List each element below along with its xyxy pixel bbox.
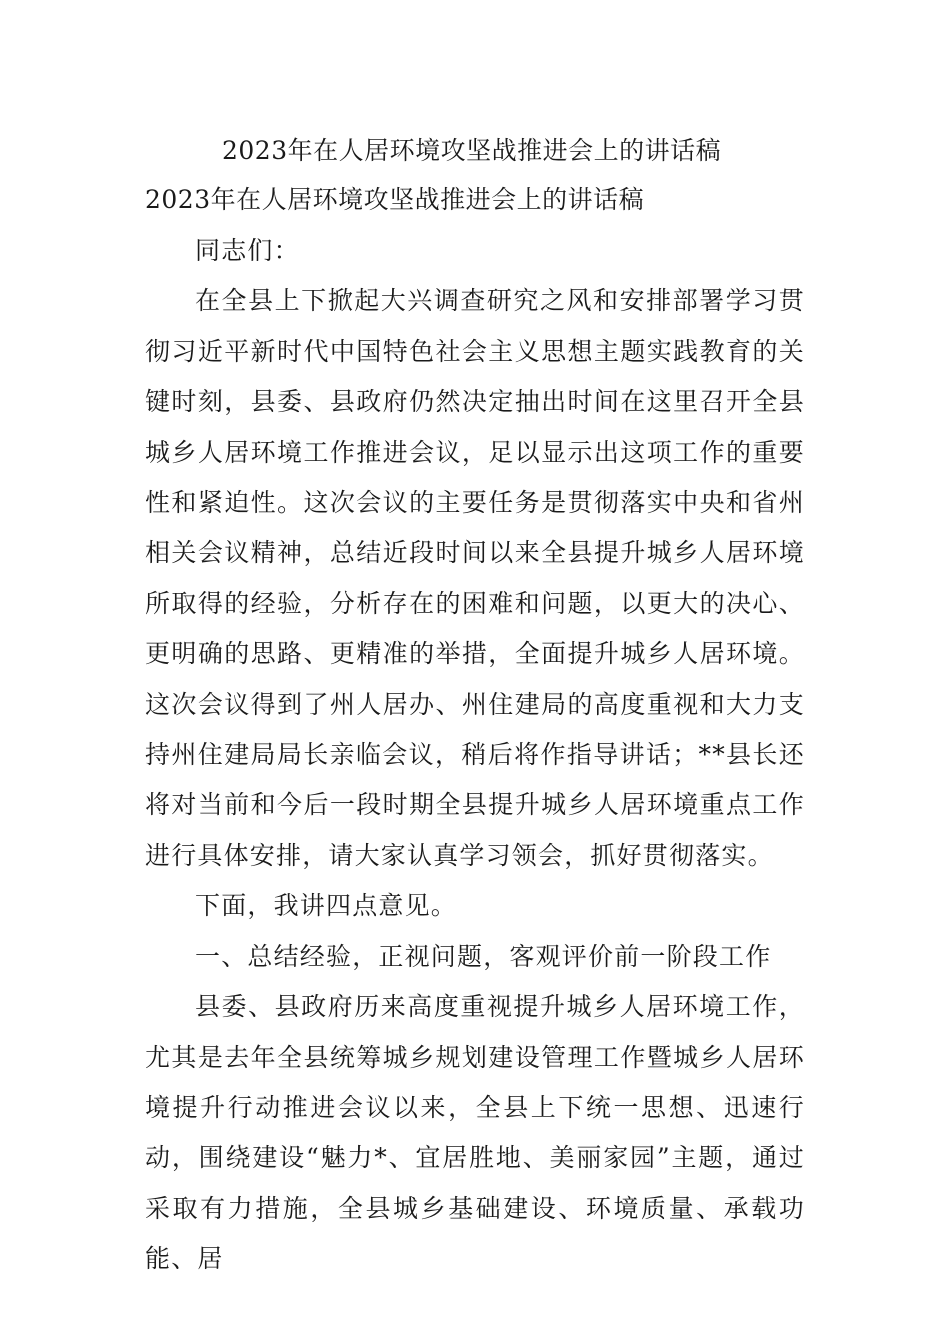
section-heading-1: 一、总结经验，正视问题，客观评价前一阶段工作 xyxy=(195,941,772,971)
document-title: 2023年在人居环境攻坚战推进会上的讲话稿 xyxy=(222,136,722,165)
greeting-paragraph: 同志们： xyxy=(195,236,300,265)
document-body xyxy=(145,226,805,1285)
transition-paragraph: 下面，我讲四点意见。 xyxy=(195,891,458,921)
document-subtitle: 2023年在人居环境攻坚战推进会上的讲话稿 xyxy=(145,185,645,214)
section-1-paragraph: 县委、县政府历来高度重视提升城乡人居环境工作，尤其是去年全县统筹城乡规划建设管理工作暨城乡人居环境提升行动推进会议以来，全县上下统一思想、迅速行动，围绕建设“魅力*、宜居胜地、美丽家园”主题，通过采取有力措施，全县城乡基础建设、环境质量、承载功能、居 xyxy=(145,992,805,1274)
intro-paragraph: 在全县上下掀起大兴调查研究之风和安排部署学习贯彻习近平新时代中国特色社会主义思想主题实践教育的关键时刻，县委、县政府仍然决定抽出时间在这里召开全县城乡人居环境工作推进会议，足以显示出这项工作的重要性和紧迫性。这次会议的主要任务是贯彻落实中央和省州相关会议精神，总结近段时间以来全县提升城乡人居环境所取得的经验，分析存在的困难和问题，以更大的决心、更明确的思路、更精准的举措，全面提升城乡人居环境。这次会议得到了州人居办、州住建局的高度重视和大力支持州住建局局长亲临会议，稍后将作指导讲话；**县长还将对当前和今后一段时期全县提升城乡人居环境重点工作进行具体安排，请大家认真学习领会，抓好贯彻落实。 xyxy=(145,286,805,870)
